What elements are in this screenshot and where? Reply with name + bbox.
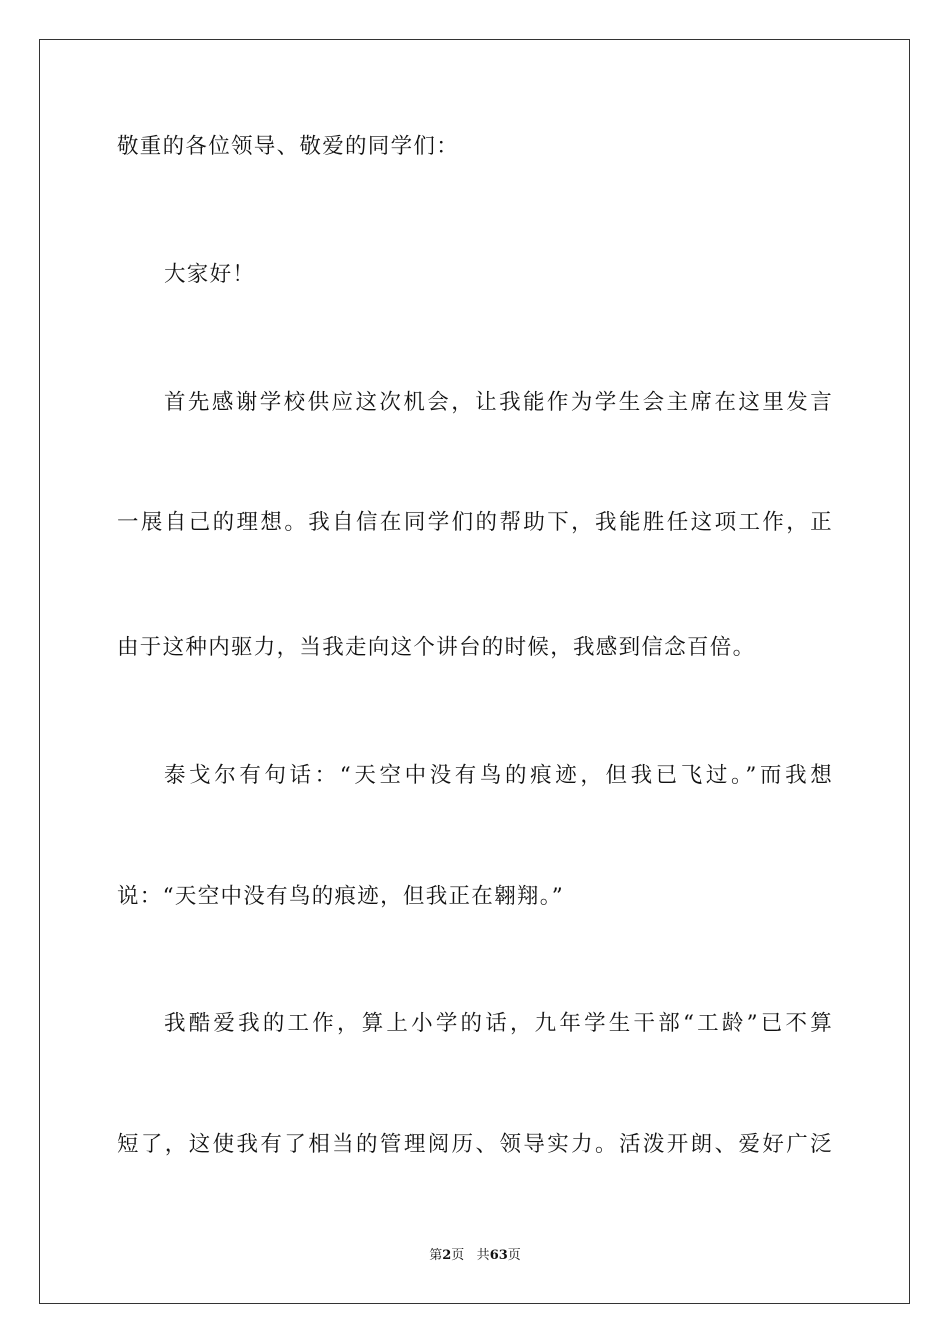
page-suffix: 页 [451, 1248, 465, 1263]
salutation-line: 敬重的各位领导、敬爱的同学们： [117, 134, 460, 159]
page-number: 2 [442, 1248, 452, 1263]
page-footer [0, 1247, 950, 1265]
total-prefix: 共 [476, 1248, 490, 1263]
page-border [39, 39, 910, 1304]
paragraph-line: 一展自己的理想。我自信在同学们的帮助下，我能胜任这项工作，正 [117, 510, 833, 535]
paragraph-line: 泰戈尔有句话：“天空中没有鸟的痕迹，但我已飞过。”而我想 [164, 763, 833, 788]
paragraph-line: 短了，这使我有了相当的管理阅历、领导实力。活泼开朗、爱好广泛 [117, 1132, 833, 1157]
total-pages: 63 [489, 1248, 508, 1263]
paragraph-line: 由于这种内驱力，当我走向这个讲台的时候，我感到信念百倍。 [117, 635, 756, 660]
page-prefix: 第 [429, 1248, 443, 1263]
total-suffix: 页 [507, 1248, 521, 1263]
greeting-line: 大家好！ [164, 262, 256, 287]
paragraph-line: 首先感谢学校供应这次机会，让我能作为学生会主席在这里发言 [164, 390, 833, 415]
paragraph-line: 说：“天空中没有鸟的痕迹，但我正在翱翔。” [117, 884, 565, 909]
paragraph-line: 我酷爱我的工作，算上小学的话，九年学生干部“工龄”已不算 [164, 1011, 833, 1036]
